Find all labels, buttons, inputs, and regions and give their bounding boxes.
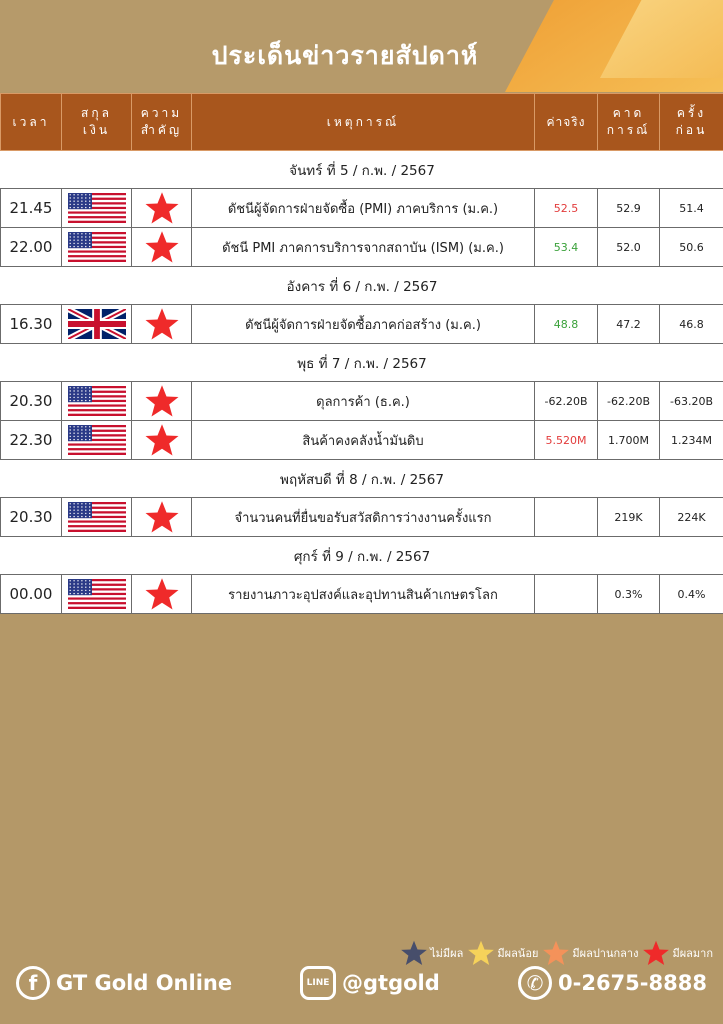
us-flag-icon [68, 579, 126, 609]
header-previous-line2: ก่อน [675, 123, 708, 137]
event-name: ดัชนีผู้จัดการฝ่ายจัดซื้อภาคก่อสร้าง (ม.ค.) [192, 305, 535, 344]
currency-cell [62, 498, 132, 537]
importance-cell [132, 228, 192, 267]
currency-cell [62, 228, 132, 267]
legend-label-high: มีผลมาก [672, 947, 713, 960]
actual-value: 48.8 [535, 305, 598, 344]
phone-contact[interactable] [518, 966, 707, 1000]
actual-value [535, 575, 598, 614]
header-forecast-line2: การณ์ [606, 123, 651, 137]
header-forecast-line1: คาด [612, 106, 645, 120]
star-icon [143, 306, 181, 342]
importance-cell [132, 575, 192, 614]
event-row [1, 421, 723, 460]
page-header [0, 0, 723, 92]
previous-value: 1.234M [660, 421, 723, 460]
page-title: ประเด็นข่าวรายสัปดาห์ [211, 41, 479, 70]
header-importance-line1: ความ [140, 106, 183, 120]
header-forecast [598, 94, 660, 151]
uk-flag-icon [68, 309, 126, 339]
currency-cell [62, 382, 132, 421]
forecast-value: 219K [598, 498, 660, 537]
star-icon [143, 499, 181, 535]
facebook-label: GT Gold Online [56, 971, 233, 995]
actual-value: 52.5 [535, 189, 598, 228]
event-name: สินค้าคงคลังน้ำมันดิบ [192, 421, 535, 460]
event-name: รายงานภาวะอุปสงค์และอุปทานสินค้าเกษตรโลก [192, 575, 535, 614]
table-header-row [1, 94, 723, 151]
event-time: 16.30 [1, 305, 62, 344]
event-row [1, 382, 723, 421]
legend-label-medium: มีผลปานกลาง [572, 947, 639, 960]
importance-cell [132, 305, 192, 344]
forecast-value: 1.700M [598, 421, 660, 460]
forecast-value: 47.2 [598, 305, 660, 344]
forecast-value: 0.3% [598, 575, 660, 614]
day-label: ศุกร์ ที่ 9 / ก.พ. / 2567 [1, 537, 723, 575]
header-event: เหตุการณ์ [192, 94, 535, 151]
day-header-row [1, 151, 723, 189]
day-label: อังคาร ที่ 6 / ก.พ. / 2567 [1, 267, 723, 305]
star-icon [143, 383, 181, 419]
actual-value: 53.4 [535, 228, 598, 267]
legend-label-none: ไม่มีผล [430, 947, 464, 960]
header-importance [132, 94, 192, 151]
event-time: 22.00 [1, 228, 62, 267]
previous-value: -63.20B [660, 382, 723, 421]
currency-cell [62, 189, 132, 228]
previous-value: 224K [660, 498, 723, 537]
event-name: ดัชนีผู้จัดการฝ่ายจัดซื้อ (PMI) ภาคบริการ (ม.ค.) [192, 189, 535, 228]
line-label: @gtgold [342, 971, 440, 995]
previous-value: 46.8 [660, 305, 723, 344]
star-icon [143, 576, 181, 612]
importance-cell [132, 421, 192, 460]
event-row [1, 498, 723, 537]
previous-value: 50.6 [660, 228, 723, 267]
line-contact[interactable] [300, 966, 440, 1000]
table-body [1, 151, 723, 614]
us-flag-icon [68, 502, 126, 532]
actual-value: 5.520M [535, 421, 598, 460]
forecast-value: 52.9 [598, 189, 660, 228]
header-currency [62, 94, 132, 151]
forecast-value: -62.20B [598, 382, 660, 421]
event-time: 21.45 [1, 189, 62, 228]
event-time: 00.00 [1, 575, 62, 614]
forecast-value: 52.0 [598, 228, 660, 267]
importance-cell [132, 498, 192, 537]
header-previous [660, 94, 723, 151]
day-label: พฤหัสบดี ที่ 8 / ก.พ. / 2567 [1, 460, 723, 498]
day-header-row [1, 267, 723, 305]
star-icon [143, 422, 181, 458]
star-icon [143, 190, 181, 226]
legend-label-low: มีผลน้อย [497, 947, 539, 960]
day-label: พุธ ที่ 7 / ก.พ. / 2567 [1, 344, 723, 382]
event-name: ดุลการค้า (ธ.ค.) [192, 382, 535, 421]
day-label: จันทร์ ที่ 5 / ก.พ. / 2567 [1, 151, 723, 189]
event-name: จำนวนคนที่ยื่นขอรับสวัสดิการว่างงานครั้งแรก [192, 498, 535, 537]
importance-cell [132, 382, 192, 421]
contact-footer [0, 962, 723, 1012]
actual-value [535, 498, 598, 537]
header-currency-line1: สกุล [81, 106, 112, 120]
actual-value: -62.20B [535, 382, 598, 421]
day-header-row [1, 344, 723, 382]
event-row [1, 575, 723, 614]
header-time: เวลา [1, 94, 62, 151]
header-currency-line2: เงิน [82, 123, 111, 137]
event-time: 20.30 [1, 498, 62, 537]
event-name: ดัชนี PMI ภาคการบริการจากสถาบัน (ISM) (ม.ค.) [192, 228, 535, 267]
currency-cell [62, 305, 132, 344]
header-importance-line2: สำคัญ [140, 123, 183, 137]
event-time: 22.30 [1, 421, 62, 460]
importance-cell [132, 189, 192, 228]
header-previous-line1: ครั้ง [676, 106, 707, 120]
previous-value: 0.4% [660, 575, 723, 614]
event-row [1, 189, 723, 228]
economic-calendar-table [0, 93, 723, 614]
event-time: 20.30 [1, 382, 62, 421]
previous-value: 51.4 [660, 189, 723, 228]
day-header-row [1, 460, 723, 498]
day-header-row [1, 537, 723, 575]
us-flag-icon [68, 425, 126, 455]
event-row [1, 228, 723, 267]
event-row [1, 305, 723, 344]
currency-cell [62, 421, 132, 460]
facebook-contact[interactable] [16, 966, 232, 1000]
facebook-icon: f [16, 966, 50, 1000]
star-icon [143, 229, 181, 265]
us-flag-icon [68, 193, 126, 223]
line-icon: LINE [300, 966, 336, 1000]
currency-cell [62, 575, 132, 614]
phone-icon: ✆ [518, 966, 552, 1000]
phone-label: 0-2675-8888 [558, 971, 707, 995]
header-actual: ค่าจริง [535, 94, 598, 151]
us-flag-icon [68, 232, 126, 262]
us-flag-icon [68, 386, 126, 416]
